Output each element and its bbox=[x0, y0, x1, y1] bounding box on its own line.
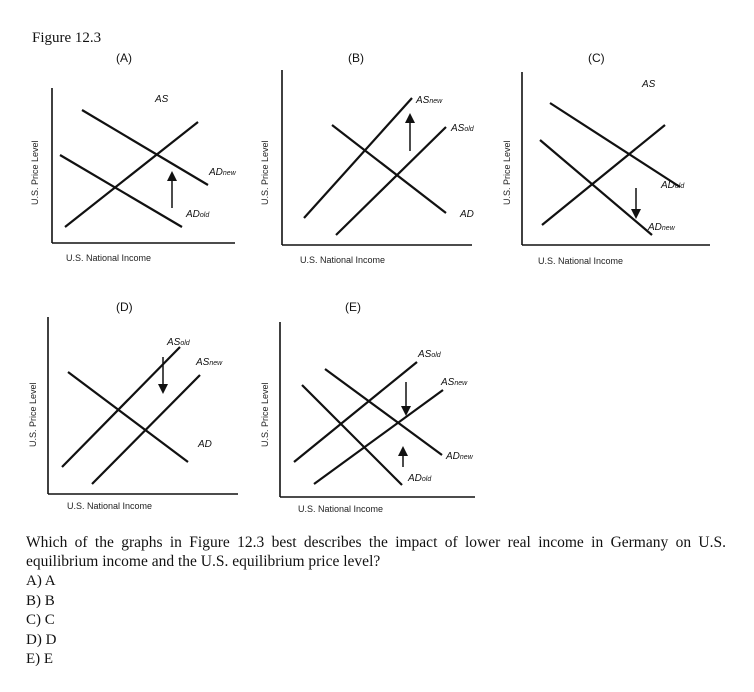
panel-c-as-curve bbox=[542, 125, 665, 225]
panel-d-as-old-label: ASold bbox=[167, 337, 190, 348]
panel-b-y-axis-label: U.S. Price Level bbox=[260, 140, 270, 205]
panel-a-y-axis-label: U.S. Price Level bbox=[30, 140, 40, 205]
panel-b-ad-label: AD bbox=[460, 209, 474, 220]
panel-e-as-old-curve bbox=[294, 362, 417, 462]
panel-a-x-axis-label: U.S. National Income bbox=[66, 253, 152, 263]
answer-options bbox=[26, 572, 56, 670]
panel-a-graph bbox=[20, 45, 240, 270]
panel-b-as-old-label: ASold bbox=[451, 123, 474, 134]
panel-e-x-axis-label: U.S. National Income bbox=[298, 504, 384, 514]
panel-d-arrow-head-icon bbox=[158, 384, 168, 394]
panel-c-ad-new-curve bbox=[540, 140, 652, 235]
panel-d-graph bbox=[20, 297, 245, 517]
panel-c-ad-new-label: ADnew bbox=[648, 222, 675, 233]
panel-e bbox=[250, 297, 490, 517]
panel-c-ad-old-label: ADold bbox=[661, 180, 685, 191]
panel-e-as-new-label: ASnew bbox=[441, 377, 468, 388]
panel-b bbox=[250, 45, 485, 270]
panel-a bbox=[20, 45, 240, 270]
panel-c-label: (C) bbox=[588, 51, 605, 65]
panel-d bbox=[20, 297, 245, 517]
panel-d-x-axis-label: U.S. National Income bbox=[67, 501, 153, 511]
panel-c bbox=[500, 45, 720, 270]
panel-d-label: (D) bbox=[116, 300, 133, 314]
panel-e-ad-old-label: ADold bbox=[408, 473, 432, 484]
panel-b-as-new-label: ASnew bbox=[416, 95, 443, 106]
panel-b-as-new-curve bbox=[304, 98, 412, 218]
option-b[interactable]: B) B bbox=[26, 592, 55, 609]
panel-c-y-axis-label: U.S. Price Level bbox=[502, 140, 512, 205]
panel-a-label: (A) bbox=[116, 51, 132, 65]
option-a[interactable]: A) A bbox=[26, 573, 56, 589]
panel-a-arrow-head-icon bbox=[167, 171, 177, 181]
panel-e-ad-new-curve bbox=[325, 369, 442, 455]
panel-a-ad-new-curve bbox=[82, 110, 208, 185]
option-d[interactable]: D) D bbox=[26, 631, 57, 648]
panel-e-graph bbox=[250, 297, 490, 517]
panel-a-ad-old-label: ADold bbox=[186, 209, 210, 220]
panel-a-as-curve bbox=[65, 122, 198, 227]
panel-e-ad-old-curve bbox=[302, 385, 402, 485]
figure-title: Figure 12.3 bbox=[32, 30, 102, 46]
panel-b-arrow-head-icon bbox=[405, 113, 415, 123]
panel-d-ad-label: AD bbox=[198, 439, 212, 450]
panel-b-graph bbox=[250, 45, 485, 270]
panel-d-as-new-label: ASnew bbox=[196, 357, 223, 368]
panel-e-label: (E) bbox=[345, 300, 361, 314]
question-text: Which of the graphs in Figure 12.3 best describes the impact of lower real income in Germany on U.S. equilibrium income and the U.S. equilibrium price level? bbox=[26, 534, 726, 570]
panel-e-up-arrow-head-icon bbox=[398, 446, 408, 456]
panel-b-label: (B) bbox=[348, 51, 364, 65]
option-c[interactable]: C) C bbox=[26, 612, 55, 628]
panel-e-y-axis-label: U.S. Price Level bbox=[260, 382, 270, 447]
panel-c-graph bbox=[500, 45, 720, 270]
panel-e-as-new-curve bbox=[314, 390, 443, 484]
panel-e-ad-new-label: ADnew bbox=[446, 451, 473, 462]
panel-a-as-label: AS bbox=[155, 94, 169, 105]
panel-c-ad-old-curve bbox=[550, 103, 680, 187]
panel-d-y-axis-label: U.S. Price Level bbox=[28, 382, 38, 447]
panel-b-as-old-curve bbox=[336, 127, 446, 235]
panel-b-x-axis-label: U.S. National Income bbox=[300, 255, 386, 265]
option-e[interactable]: E) E bbox=[26, 651, 54, 667]
panel-e-as-old-label: ASold bbox=[418, 349, 441, 360]
panel-c-as-label: AS bbox=[642, 79, 656, 90]
panel-c-x-axis-label: U.S. National Income bbox=[538, 256, 624, 266]
panel-a-ad-new-label: ADnew bbox=[209, 167, 236, 178]
